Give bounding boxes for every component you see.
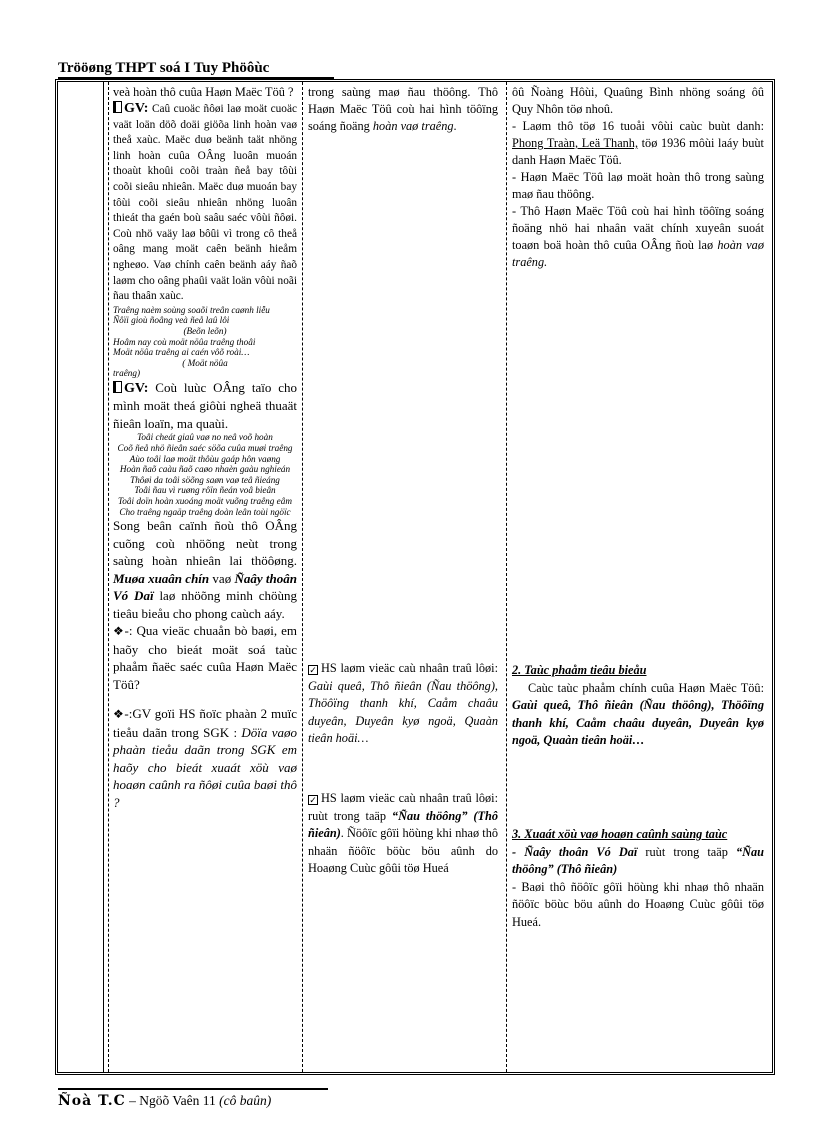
student-answer-1: ✓ HS laøm vieäc caù nhaân traû lôøi: Gaùi queâ, Thô ñieân (Ñau thöông), Thöôïng thanh khí, Caåm chaâu duyeân, Duyeân kyø ngoä, Quaàn tieân hoäi… bbox=[308, 661, 498, 745]
note-icon bbox=[113, 101, 122, 113]
bullet-pen-names: - Laøm thô töø 16 tuoåi vôùi caùc buùt danh: Phong Traàn, Leä Thanh, töø 1936 môùi laáy buùt danh Haøn Maëc Töû. bbox=[512, 119, 764, 167]
section-3-bullet-2: - Baøi thô ñöôïc gôïi höùng khi nhaø thô nhaän ñöôïc böùc böu aûnh do Hoaøng Cuùc gôûi töø Hueá. bbox=[512, 879, 764, 929]
col4-top-text: ôû Ñoàng Hôùi, Quaûng Bình nhöng soáng ôû Quy Nhôn töø nhoû. bbox=[512, 85, 764, 116]
checkbox-icon: ✓ bbox=[309, 795, 317, 805]
author-logo: Ñoà T.C bbox=[58, 1093, 126, 1109]
bullet-soul: - Haøn Maëc Töû laø moät hoàn thô trong saùng maø ñau thöông. bbox=[512, 170, 764, 201]
teacher-note-1: GV: Caû cuoäc ñôøi laø moät cuoäc vaät loän döõ doäi giöõa linh hoàn vaø theå xaùc. Maëc duø beänh taät nhöng linh hoàn cuûa OÂng luoân muoán thoaùt khoûi coõi traàn ñeå bay tôùi coõi sieâu nhieân. Maëc duø muoán bay tôùi coõi sieâu nhieân nhöng luoân thieát tha gaén boù saâu saéc vôùi ñôøi. Coù nhö vaäy laø bôûi vì trong cô theå oâng mang moät caên beänh hieåm ngheøo. Vaø chính caên beänh aáy ñaõ laøm cho oâng phaûi vaät loän vôùi noãi ñau thaân xaùc. bbox=[113, 101, 297, 303]
column-divider-2 bbox=[302, 82, 303, 1072]
column-divider-3 bbox=[506, 82, 507, 1072]
teacher-activity-column bbox=[113, 84, 297, 811]
poem-excerpt-1: Traêng naèm soùng soaõi treân caønh liễu Ñôïi gioù ñoâng veà ñeå laû lôi (Beõn leõn) Hoâm nay coù moät nöûa traêng thoâi Moät nöûa traêng ai caén vôõ roài… ( Moät nöûa traêng) bbox=[113, 304, 270, 379]
paragraph-fresh-poems: Song beân caïnh ñoù thô OÂng cuõng coù nhöõng neùt trong saùng hoàn nhieân lai thöôøng. Muøa xuaân chín vaø Ñaây thoân Vó Daï laø nhöõng minh chöùng tieâu bieåu cho phong caùch aáy. bbox=[113, 518, 297, 621]
question-text: veà hoàn thô cuûa Haøn Maëc Töû ? bbox=[113, 85, 294, 99]
column-divider-1b bbox=[108, 82, 109, 1072]
section-3-heading: 3. Xuaát xöù vaø hoaøn caûnh saùng taùc bbox=[512, 827, 728, 841]
section-2-body: Caùc taùc phaåm chính cuûa Haøn Maëc Töû: Gaùi queâ, Thô ñieân (Ñau thöông), Thöôïng thanh khí, Caåm chaâu duyeân, Duyeân kyø ngoä, Quaàn tieân hoäi… bbox=[512, 680, 764, 747]
question-2: ❖-:GV goïi HS ñoïc phaàn 2 muïc tieåu daãn trong SGK : Döïa vaøo phaàn tieåu daãn trong SGK em haõy cho bieát xuaát xöù vaø hoaøn caûnh ra ñôøi cuûa baøi thô ? bbox=[113, 706, 297, 810]
question-1: ❖-: Qua vieäc chuaån bò baøi, em haõy cho bieát moät soá taùc phaåm ñaëc saéc cuûa Haøn Maëc Töû? bbox=[113, 623, 298, 692]
content-column bbox=[512, 84, 764, 271]
diamond-icon: ❖ bbox=[113, 707, 125, 722]
bullet-images: - Thô Haøn Maëc Töû coù hai hình töôïng soáng ñoäng nhö hai nhaân vaät chính xuyeân suoát toaøn boä hoàn thô cuûa OÂng ñoù laø hoàn vaø traêng. bbox=[512, 204, 764, 269]
page-footer: Ñoà T.C – Ngöõ Vaên 11 (cô baûn) bbox=[58, 1093, 272, 1109]
page-header: Trööøng THPT soá I Tuy Phöôùc bbox=[58, 60, 270, 76]
student-answer-2: ✓ HS laøm vieäc caù nhaân traû lôøi: ruùt trong taäp “Ñau thöông” (Thô ñieân). Ñöôïc gôïi höùng khi nhaø thô nhaän ñöôïc böùc böu aûnh do Hoaøng Cuùc gôûi töø Hueá bbox=[308, 791, 498, 875]
teacher-note-2: GV: Coù luùc OÂng taïo cho mình moät theá giôùi ngheä thuaät ñieân loaïn, ma quaùi. bbox=[113, 379, 298, 431]
section-3-bullet-1: - Ñaây thoân Vó Daï ruùt trong taäp “Ñau thöông” (Thô ñieân) bbox=[512, 844, 765, 876]
section-3 bbox=[512, 826, 764, 931]
footer-rule bbox=[58, 1088, 328, 1090]
student-activity-column bbox=[308, 84, 498, 135]
section-2 bbox=[512, 662, 764, 750]
section-2-heading: 2. Taùc phaåm tieâu bieåu bbox=[512, 663, 647, 677]
checkbox-icon: ✓ bbox=[309, 665, 317, 675]
diamond-icon: ❖ bbox=[113, 624, 125, 639]
column-divider-1 bbox=[103, 82, 104, 1072]
poem-excerpt-2: Toâi cheát giaû vaø no neâ voõ hoàn Coõ ñeå nhö ñieân saéc söõa cuûa muøi traêng Aùo toâi laø moät thôùu gaáp hôn vaøng Hoàn ñaõ caàu ñaõ caøo nhaèn gaàu nghieán Thôøi da toâi söõng saøn vaø teâ ñieáng Toâi ñau vì ruøng rôïn ñeán voâ bieân Toâi doïn hoàn xuoáng moät vuõng traêng eâm Cho traêng ngaäp traêng doàn leân toùi ngöïc bbox=[117, 432, 293, 517]
col3-top-text: trong saùng maø ñau thöông. Thô Haøn Maëc Töû coù hai hình töôïng soáng ñoäng hoàn vaø traêng. bbox=[308, 85, 498, 133]
note-icon bbox=[113, 381, 122, 393]
